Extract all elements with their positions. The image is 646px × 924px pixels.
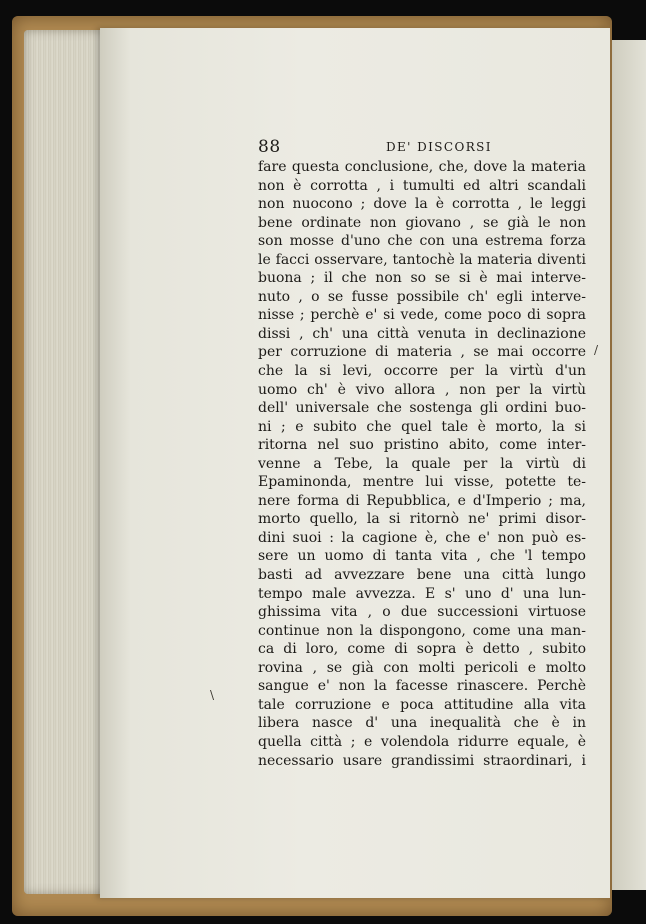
text-line: non è corrotta , i tumulti ed altri scandali [258, 177, 586, 194]
text-line: buona ; il che non so se si è mai interve- [258, 270, 586, 287]
text-line: continue non la dispongono, come una man- [258, 622, 586, 639]
text-line: rovina , se già con molti pericoli e molto [258, 659, 586, 676]
text-line: nuto , o se fusse possibile ch' egli interve- [258, 288, 586, 305]
text-line: tempo male avvezza. E s' uno d' una lun- [258, 585, 586, 602]
text-line: dissi , ch' una città venuta in declinazione [258, 325, 586, 342]
text-line: ghissima vita , o due successioni virtuose [258, 604, 586, 621]
text-line: venne a Tebe, la quale per la virtù di [258, 455, 586, 472]
text-line: per corruzione di materia , se mai occorre [258, 344, 586, 361]
text-line: nere forma di Repubblica, e d'Imperio ; ma, [258, 492, 586, 509]
text-line: fare questa conclusione, che, dove la materia [258, 159, 586, 175]
text-line: Epaminonda, mentre lui visse, potette te- [258, 474, 586, 491]
text-line: morto quello, la si ritornò ne' primi disor- [258, 511, 586, 528]
text-line: ni ; e subito che quel tale è morto, la si [258, 418, 586, 435]
facing-page-edge [612, 40, 646, 890]
page-number: 88 [258, 137, 281, 157]
text-line: bene ordinate non giovano , se già le non [258, 214, 586, 231]
text-line: sere un uomo di tanta vita , che 'l tempo [258, 548, 586, 565]
text-line: dell' universale che sostenga gli ordini buo- [258, 400, 586, 417]
margin-speck: \ [210, 688, 215, 702]
running-head: DE' DISCORSI [386, 140, 492, 154]
text-line: ca di loro, come di sopra è detto , subito [258, 641, 586, 658]
text-line: non nuocono ; dove la è corrotta , le leggi [258, 196, 586, 213]
text-line: basti ad avvezzare bene una città lungo [258, 567, 586, 584]
text-line: ritorna nel suo pristino abito, come inter- [258, 437, 586, 454]
body-text [258, 158, 586, 770]
text-line: uomo ch' è vivo allora , non per la virtù [258, 381, 586, 398]
page-header [258, 137, 598, 159]
text-line: son mosse d'uno che con una estrema forza [258, 233, 586, 250]
text-line: tale corruzione e poca attitudine alla vita [258, 696, 586, 713]
margin-speck: / [594, 343, 599, 357]
text-line: nisse ; perchè e' si vede, come poco di sopra [258, 307, 586, 324]
text-line: quella città ; e volendola ridurre equale, è [258, 733, 586, 750]
text-line: le facci osservare, tantochè la materia diventi [258, 251, 586, 268]
text-line: dini suoi : la cagione è, che e' non può es- [258, 529, 586, 546]
text-line: libera nasce d' una inequalità che è in [258, 715, 586, 732]
text-line: necessario usare grandissimi straordinari, i [258, 752, 586, 769]
text-line: che la si levi, occorre per la virtù d'un [258, 363, 586, 380]
text-line: sangue e' non la facesse rinascere. Perchè [258, 678, 586, 695]
